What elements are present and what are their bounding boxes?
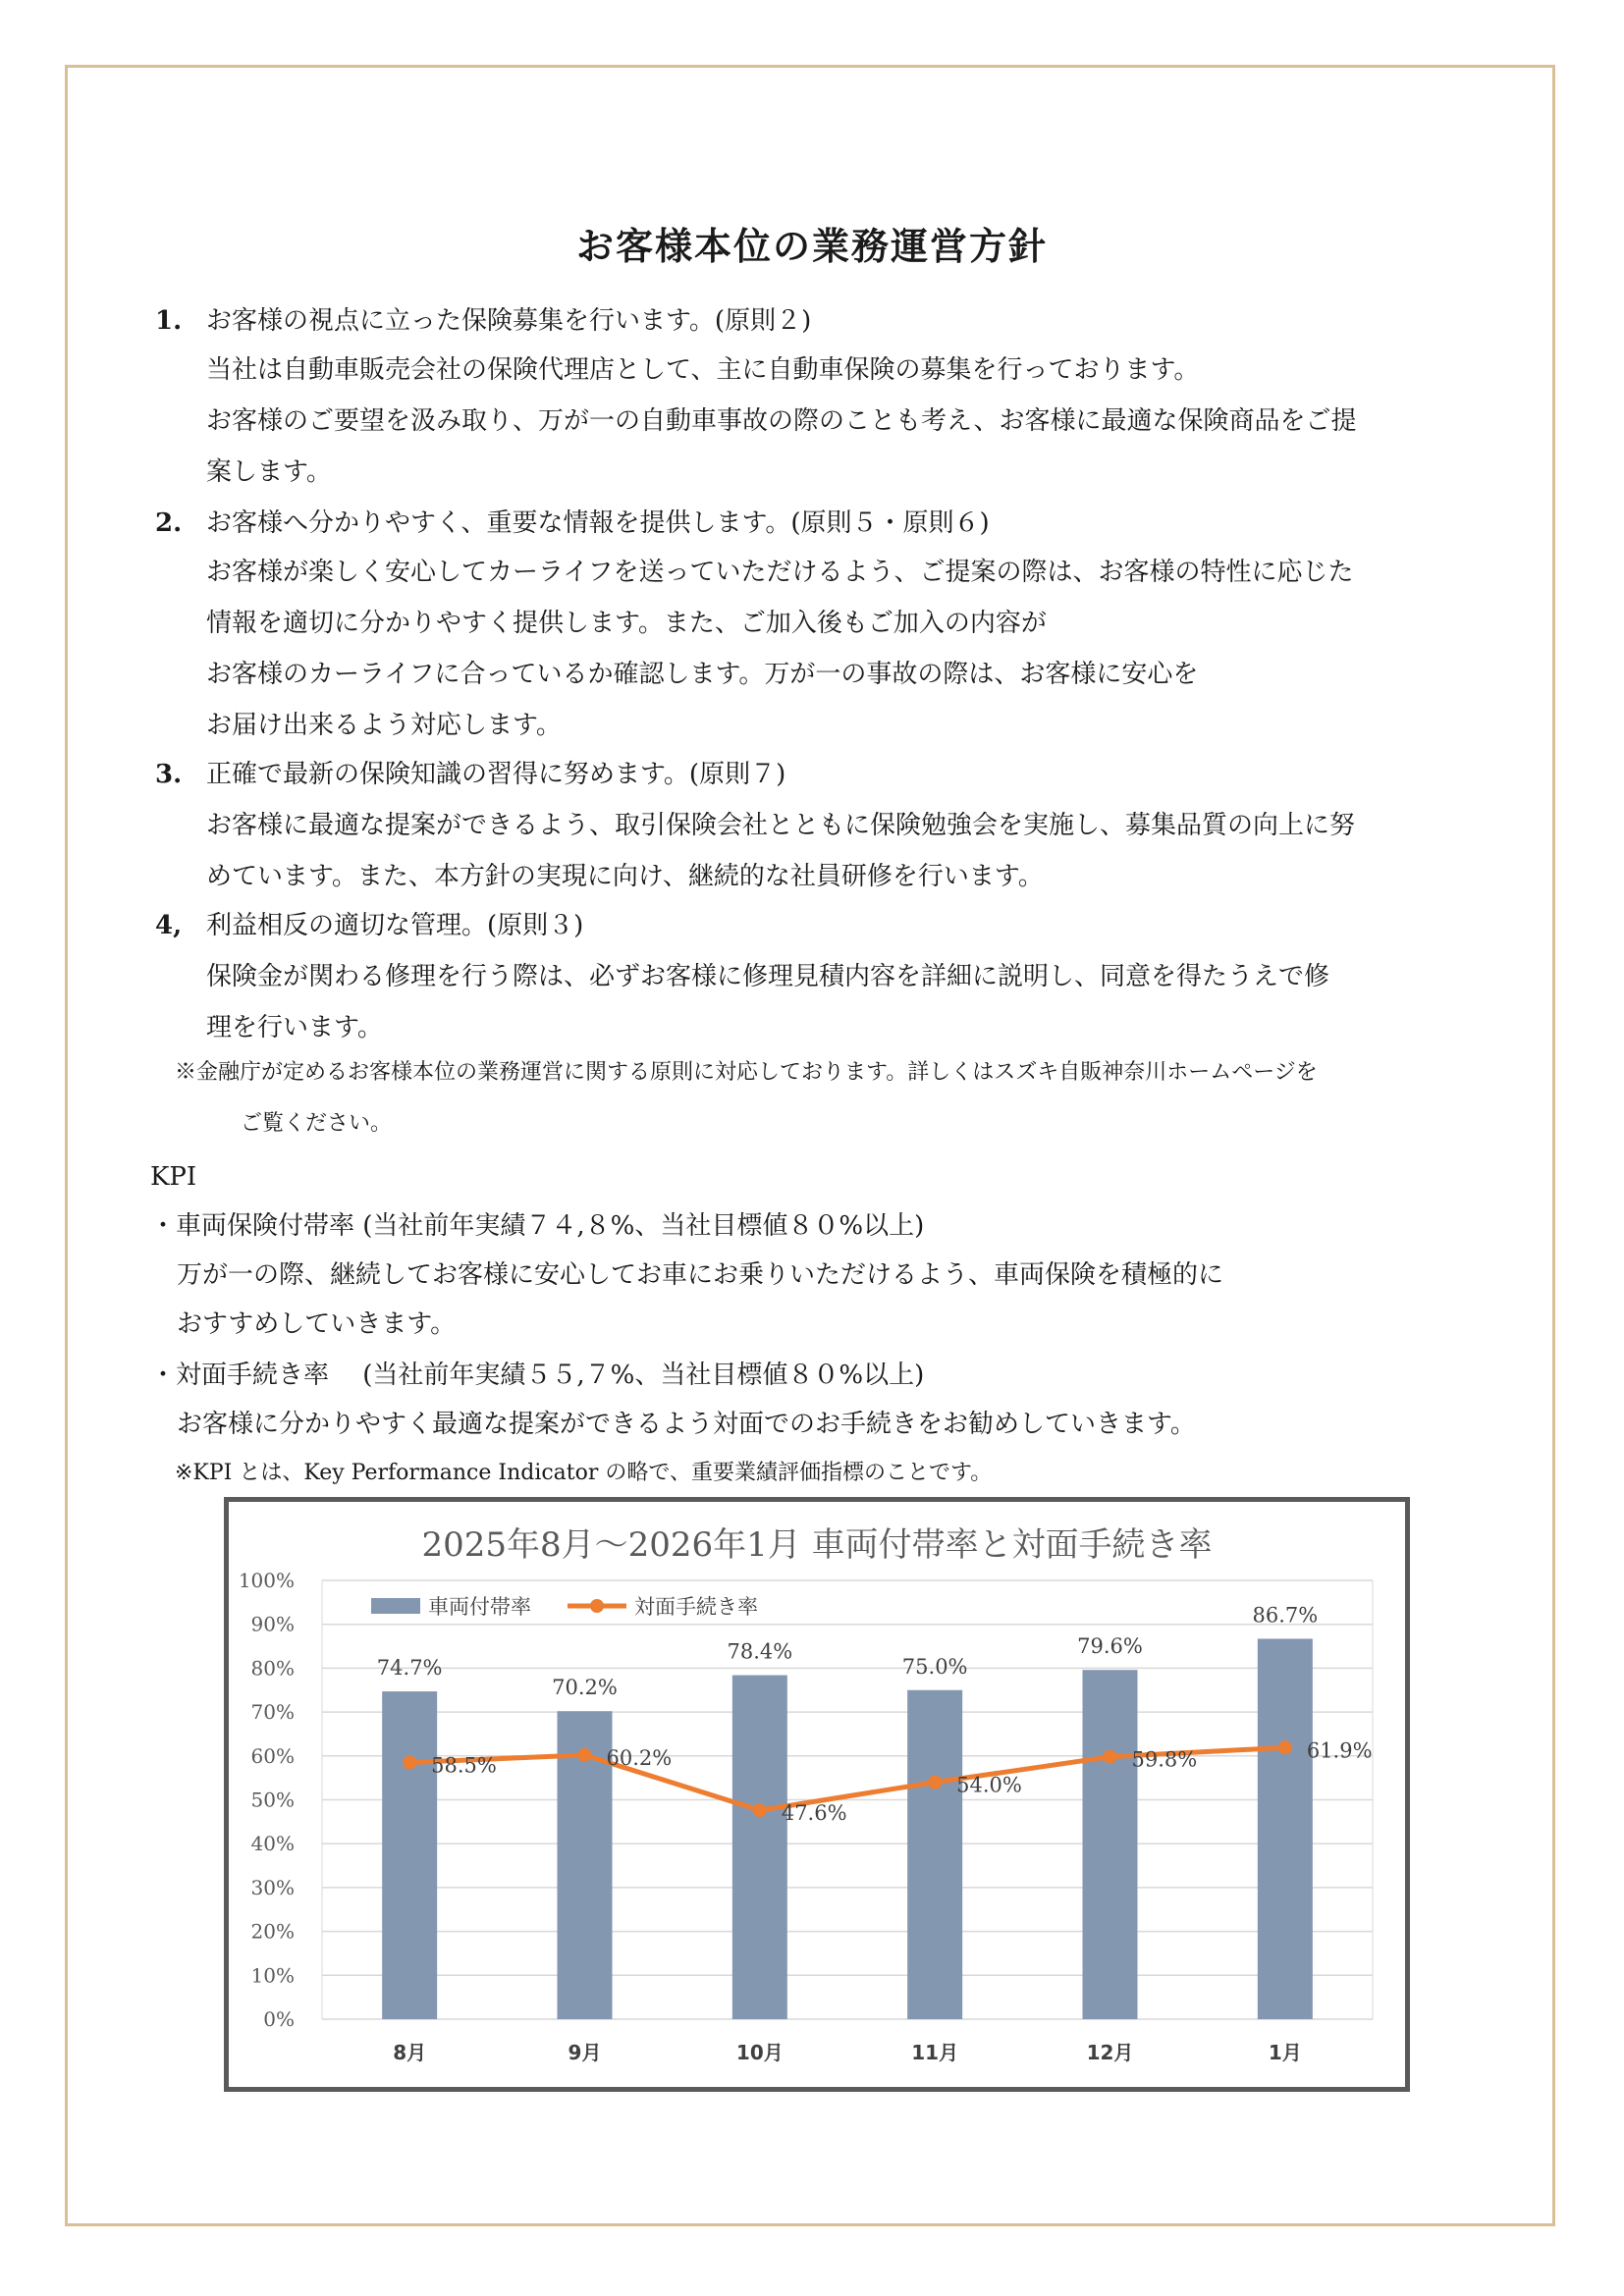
legend-bar-label: 車両付帯率	[428, 1595, 531, 1619]
line-data-label: 54.0%	[956, 1773, 1022, 1797]
kpi-item-face-to-face: ・対面手続き率 (当社前年実績５５,７%、当社目標値８０%以上)	[150, 1361, 925, 1390]
page-title: お客様本位の業務運営方針	[575, 224, 1048, 268]
line-data-label: 59.8%	[1131, 1747, 1198, 1772]
x-tick-label: 12月	[1086, 2041, 1134, 2064]
y-tick-label: 0%	[263, 2007, 295, 2031]
kpi-text: おすすめしていきます。	[177, 1309, 457, 1339]
y-tick-label: 20%	[250, 1919, 295, 1944]
chart-frame	[224, 1497, 1410, 2092]
section-number: 3.	[155, 760, 183, 789]
bar-data-label: 70.2%	[552, 1676, 618, 1700]
line-point	[1278, 1740, 1292, 1754]
section-text: 当社は自動車販売会社の保険代理店として、主に自動車保険の募集を行っております。	[206, 355, 1200, 385]
section-text: 理を行います。	[206, 1013, 383, 1042]
kpi-heading: KPI	[150, 1162, 197, 1192]
y-tick-label: 80%	[250, 1656, 295, 1681]
section-text: お客様のご要望を汲み取り、万が一の自動車事故の際のことも考え、お客様に最適な保険商品をご提	[206, 406, 1357, 436]
bar	[732, 1676, 787, 2019]
section-heading: お客様の視点に立った保険募集を行います。(原則２)	[206, 306, 812, 336]
y-tick-label: 10%	[250, 1963, 295, 1988]
x-tick-label: 1月	[1268, 2041, 1302, 2064]
bar-data-label: 75.0%	[901, 1654, 968, 1679]
bar	[1258, 1638, 1313, 2019]
y-tick-label: 60%	[250, 1743, 295, 1768]
fsa-note: ※金融庁が定めるお客様本位の業務運営に関する原則に対応しております。詳しくはスズキ自販神奈川ホームページを	[175, 1060, 1318, 1085]
section-text: 保険金が関わる修理を行う際は、必ずお客様に修理見積内容を詳細に説明し、同意を得たうえで修	[206, 962, 1330, 991]
y-tick-label: 40%	[250, 1832, 295, 1856]
section-text: 案します。	[206, 457, 332, 487]
line-point	[753, 1803, 767, 1817]
line-point	[1104, 1750, 1117, 1764]
y-tick-label: 90%	[250, 1612, 295, 1636]
x-tick-label: 10月	[735, 2041, 784, 2064]
bar-data-label: 78.4%	[727, 1639, 793, 1664]
bar	[382, 1691, 437, 2019]
kpi-text: 万が一の際、継続してお客様に安心してお車にお乗りいただけるよう、車両保険を積極的に	[177, 1260, 1224, 1290]
y-tick-label: 50%	[250, 1788, 295, 1812]
fsa-note: ご覧ください。	[241, 1111, 393, 1136]
kpi-text: お客様に分かりやすく最適な提案ができるよう対面でのお手続きをお勧めしていきます。	[177, 1410, 1196, 1439]
bar	[907, 1690, 962, 2019]
legend-line-marker	[590, 1599, 604, 1613]
section-number: 2.	[155, 508, 183, 538]
kpi-footnote: ※KPI とは、Key Performance Indicator の略で、重要業績評価指標のことです。	[175, 1461, 993, 1485]
bar-data-label: 74.7%	[376, 1656, 443, 1681]
section-text: 情報を適切に分かりやすく提供します。また、ご加入後もご加入の内容が	[206, 609, 1047, 638]
y-tick-label: 70%	[250, 1700, 295, 1725]
legend-bar-swatch	[371, 1598, 420, 1614]
y-tick-label: 30%	[250, 1875, 295, 1899]
y-tick-label: 100%	[238, 1569, 295, 1592]
line-data-label: 60.2%	[606, 1745, 673, 1770]
line-data-label: 61.9%	[1306, 1738, 1373, 1763]
section-number: 4,	[155, 911, 183, 940]
bar	[1083, 1670, 1138, 2019]
x-tick-label: 11月	[911, 2041, 959, 2064]
line-data-label: 58.5%	[431, 1753, 497, 1778]
line-point	[928, 1776, 942, 1789]
section-text: めています。また、本方針の実現に向け、継続的な社員研修を行います。	[206, 862, 1044, 891]
x-tick-label: 9月	[568, 2041, 602, 2064]
bar-data-label: 86.7%	[1252, 1603, 1319, 1628]
x-tick-label: 8月	[393, 2041, 427, 2064]
section-heading: 利益相反の適切な管理。(原則３)	[206, 911, 584, 940]
bar-data-label: 79.6%	[1077, 1634, 1143, 1659]
kpi-item-vehicle: ・車両保険付帯率 (当社前年実績７４,８%、当社目標値８０%以上)	[150, 1211, 925, 1241]
section-heading: お客様へ分かりやすく、重要な情報を提供します。(原則５・原則６)	[206, 508, 990, 538]
legend-line-label: 対面手続き率	[634, 1595, 758, 1619]
section-text: お客様に最適な提案ができるよう、取引保険会社とともに保険勉強会を実施し、募集品質の向上に努	[206, 811, 1356, 840]
section-text: お客様のカーライフに合っているか確認します。万が一の事故の際は、お客様に安心を	[206, 660, 1199, 689]
section-number: 1.	[155, 306, 183, 336]
line-point	[403, 1756, 416, 1770]
section-text: お届け出来るよう対応します。	[206, 711, 562, 740]
section-text: お客様が楽しく安心してカーライフを送っていただけるよう、ご提案の際は、お客様の特性に応じた	[206, 558, 1354, 587]
line-data-label: 47.6%	[781, 1801, 847, 1826]
chart	[229, 1502, 1405, 2087]
line-point	[578, 1748, 592, 1762]
section-heading: 正確で最新の保険知識の習得に努めます。(原則７)	[206, 760, 786, 789]
chart-title: 2025年8月～2026年1月 車両付帯率と対面手続き率	[421, 1525, 1213, 1565]
